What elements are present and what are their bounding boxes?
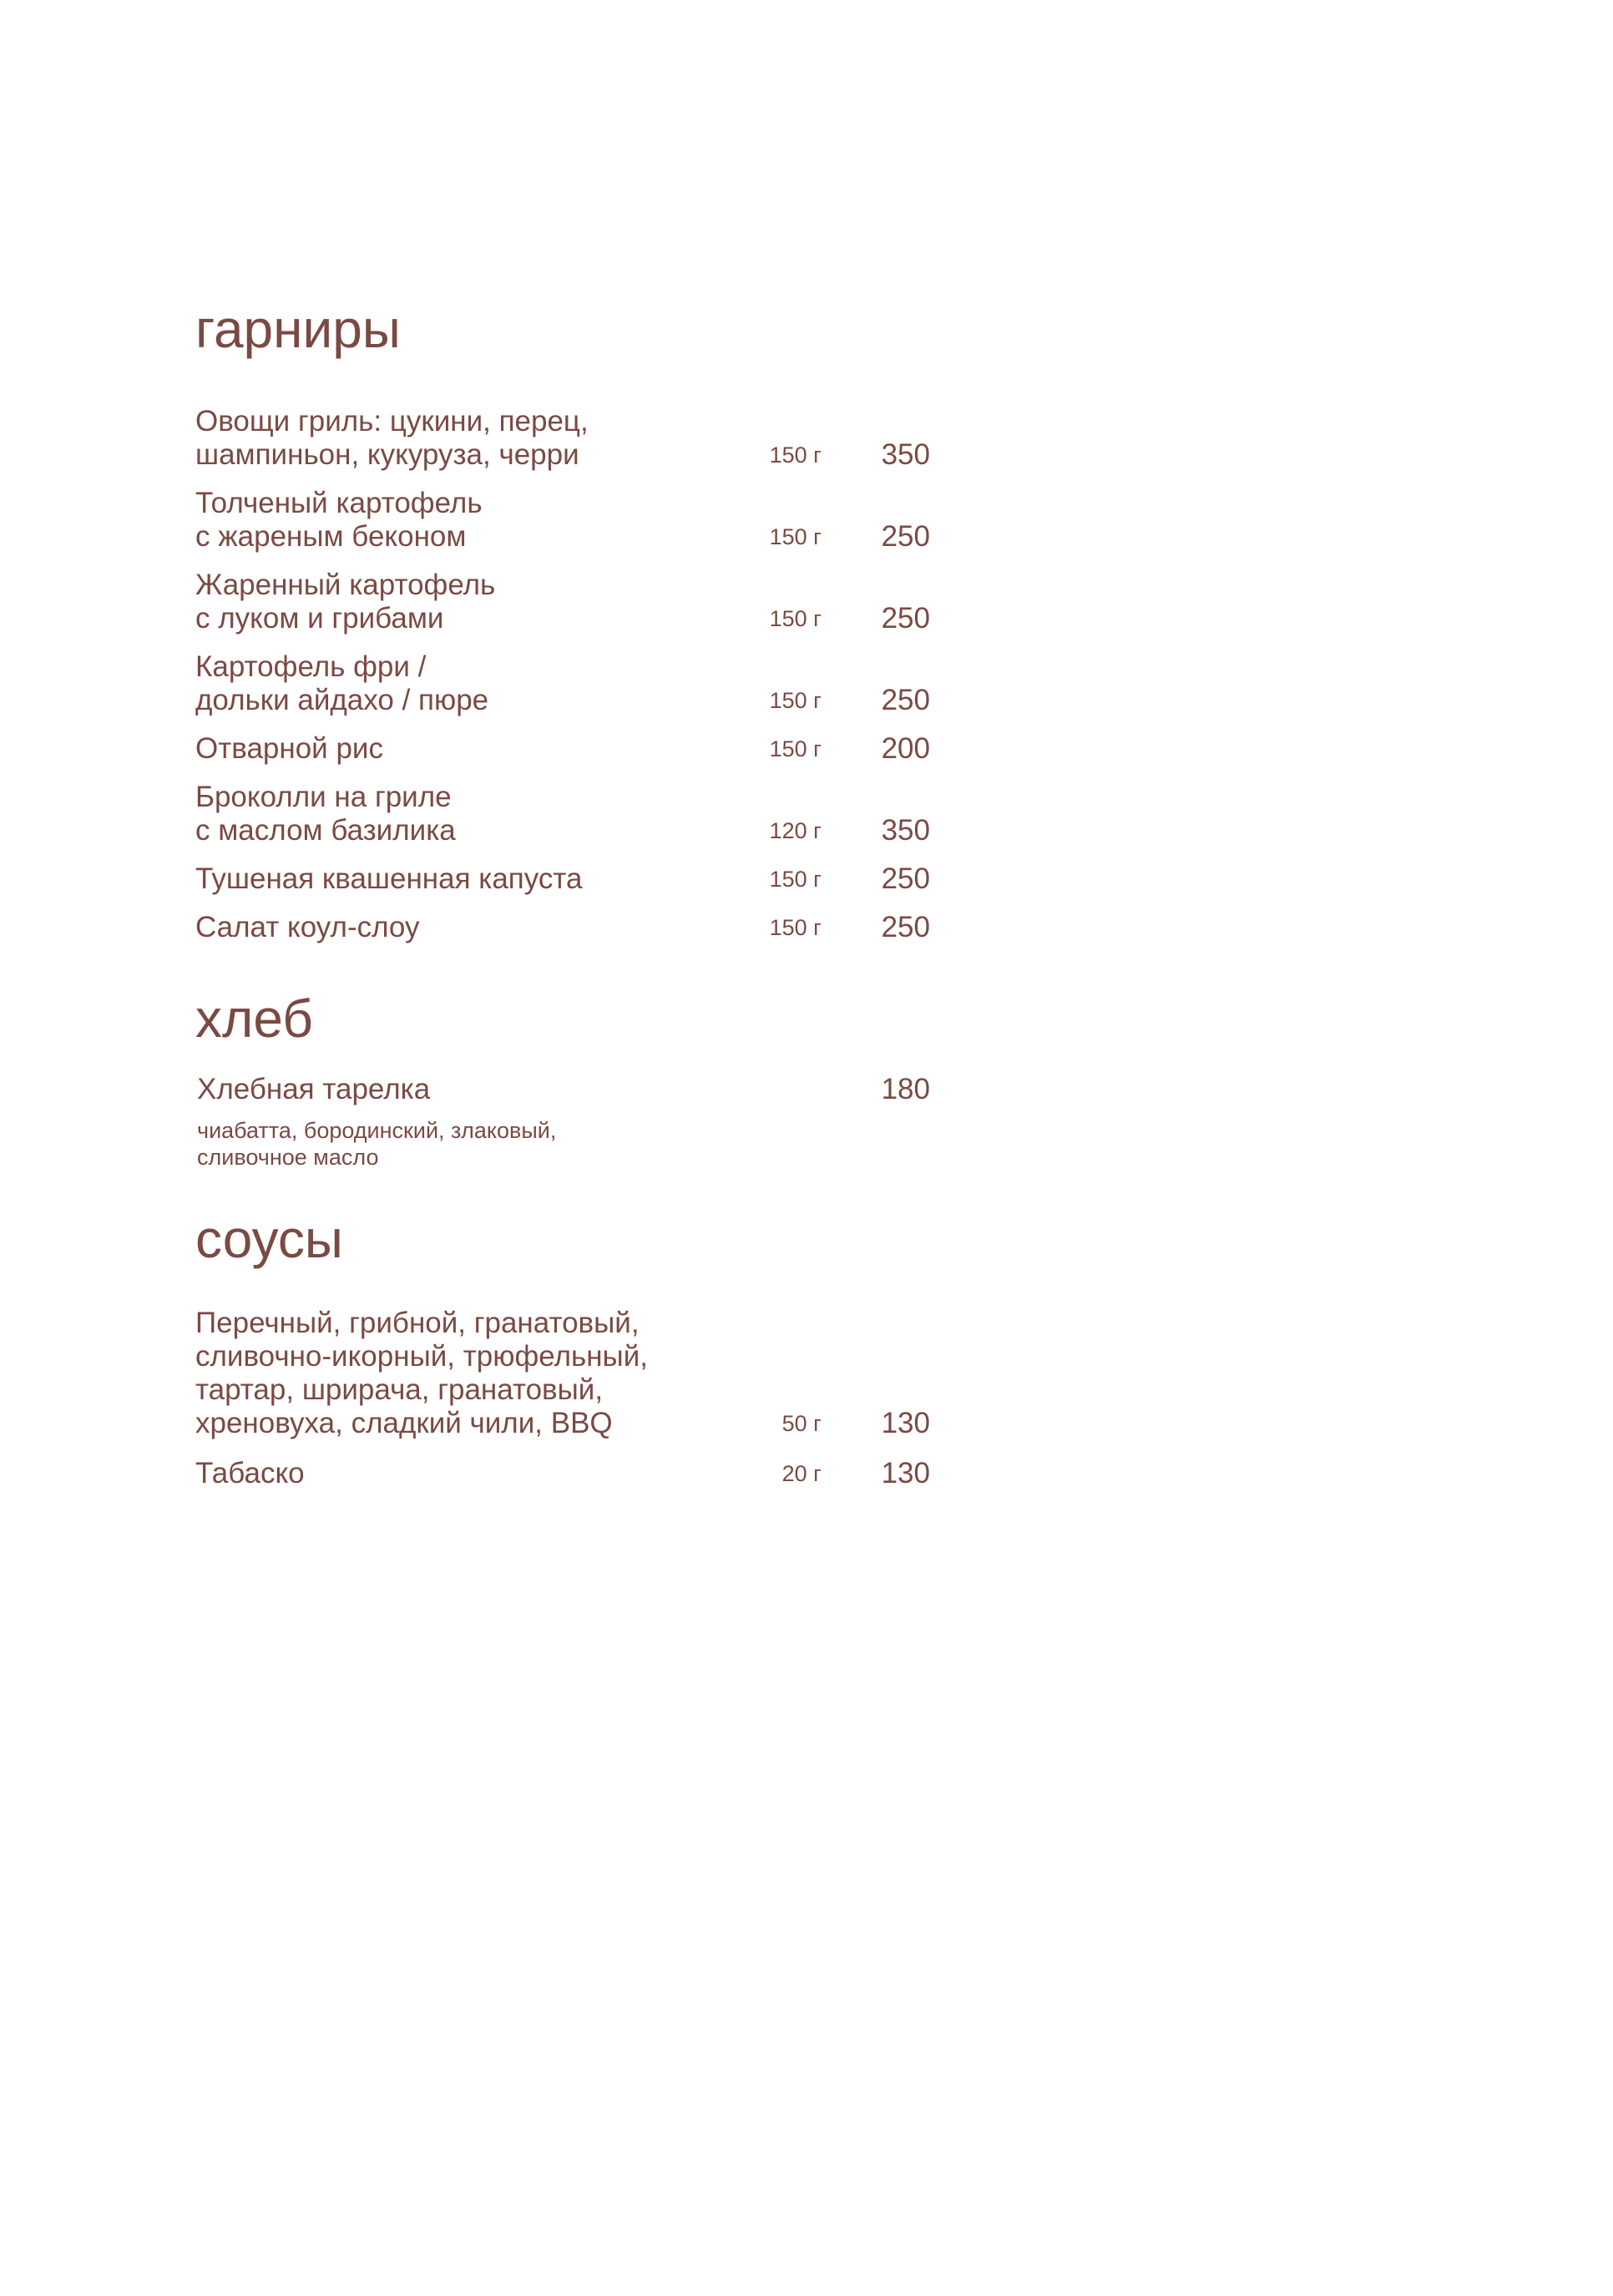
item-name: Картофель фри / дольки айдахо / пюре [195, 650, 489, 716]
item-weight: 120 г [769, 818, 822, 843]
item-weight: 50 г [781, 1411, 822, 1436]
menu-item [195, 858, 930, 896]
menu-item [195, 776, 930, 847]
menu-item [195, 483, 930, 554]
section-title-bread: хлеб [195, 989, 313, 1049]
item-price: 250 [881, 684, 930, 716]
item-name: Перечный, грибной, гранатовый, сливочно-икорный, трюфельный, тартар, шрирача, гранатовый, хреновуха, сладкий чили, BBQ [195, 1307, 648, 1439]
item-weight: 150 г [769, 606, 822, 631]
item-weight: 150 г [769, 443, 822, 468]
item-price: 250 [881, 520, 930, 553]
item-price: 250 [881, 862, 930, 895]
menu-item [195, 401, 930, 472]
menu-item [195, 907, 930, 944]
item-name: Броколли на гриле с маслом базилика [195, 781, 456, 847]
section-title-sauces: соусы [195, 1209, 343, 1269]
item-weight: 150 г [769, 688, 822, 713]
item-weight: 150 г [769, 915, 822, 940]
item-name: Жаренный картофель с луком и грибами [195, 569, 496, 635]
item-name: Хлебная тарелка [197, 1073, 431, 1105]
menu-item [195, 646, 930, 717]
item-name: Овощи гриль: цукини, перец, шампиньон, кукуруза, черри [195, 405, 589, 471]
item-weight: 20 г [781, 1461, 822, 1486]
section-title-sides: гарниры [195, 299, 401, 359]
item-price: 130 [881, 1457, 930, 1489]
item-name: Салат коул-слоу [195, 911, 420, 943]
item-price: 250 [881, 911, 930, 943]
item-name: Толченый картофель с жареным беконом [195, 487, 483, 553]
item-price: 180 [881, 1073, 930, 1105]
menu-item [195, 564, 930, 635]
menu-item [195, 728, 930, 766]
item-price: 200 [881, 732, 930, 765]
item-name: Отварной рис [195, 732, 383, 765]
item-name: Табаско [195, 1457, 305, 1489]
item-price: 130 [881, 1407, 930, 1439]
item-description: чиабатта, бородинский, злаковый, сливочное масло [197, 1118, 557, 1170]
item-weight: 150 г [769, 867, 822, 892]
item-price: 350 [881, 438, 930, 471]
item-weight: 150 г [769, 736, 822, 761]
item-weight: 150 г [769, 524, 822, 549]
menu-item [195, 1302, 930, 1440]
item-name: Тушеная квашенная капуста [195, 862, 583, 895]
item-price: 350 [881, 814, 930, 847]
menu-item [197, 1069, 930, 1106]
item-price: 250 [881, 602, 930, 635]
menu-item [195, 1453, 930, 1490]
